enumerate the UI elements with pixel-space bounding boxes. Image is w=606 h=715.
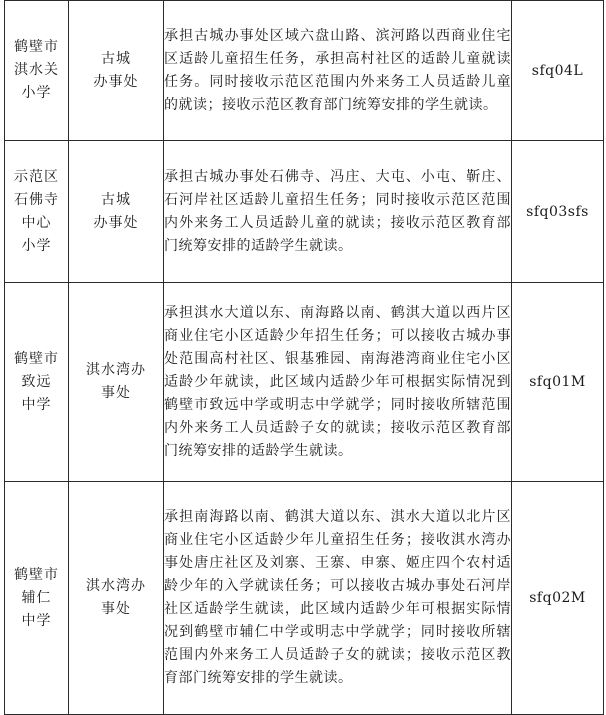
code-cell: sfq02M bbox=[512, 482, 604, 715]
school-name-line: 中心 bbox=[21, 214, 52, 231]
school-name-line: 示范区 bbox=[14, 168, 59, 185]
school-name-line: 辅仁 bbox=[21, 589, 52, 606]
enrollment-zone-table bbox=[4, 0, 604, 715]
code-cell: sfq04L bbox=[512, 1, 604, 141]
table-row bbox=[5, 141, 604, 283]
table-row bbox=[5, 283, 604, 482]
school-name-line: 小学 bbox=[21, 237, 52, 254]
description-cell: 承担古城办事处石佛寺、冯庄、大屯、小屯、靳庄、石河岸社区适龄儿童招生任务；同时接收示范区范围内外来务工人员适龄儿童的就读；接收示范区教育部门统筹安排的适龄学生就读。 bbox=[164, 141, 512, 283]
school-name-cell bbox=[5, 1, 69, 141]
office-cell bbox=[69, 1, 164, 141]
school-name-line: 鹤壁市 bbox=[14, 39, 59, 55]
description-cell: 承担淇水大道以东、南海路以南、鹤淇大道以西片区商业住宅小区适龄少年招生任务；可以接收古城办事处范围高村社区、银基雅园、南海港湾商业住宅小区适龄少年就读，此区域内适龄少年可根据实际情况到鹤壁市致远中学或明志中学就学；同时接收所辖范围内外来务工人员适龄子女的就读；接收示范区教育部门统筹安排的适龄学生就读。 bbox=[164, 283, 512, 482]
office-line: 办事处 bbox=[93, 73, 139, 90]
office-line: 事处 bbox=[101, 601, 131, 617]
office-cell bbox=[69, 482, 164, 715]
code-cell: sfq01M bbox=[512, 283, 604, 482]
office-line: 淇水湾办 bbox=[86, 362, 146, 378]
school-name-line: 中学 bbox=[21, 612, 52, 629]
office-cell bbox=[69, 141, 164, 283]
school-name-line: 小学 bbox=[21, 85, 52, 101]
description-cell: 承担古城办事处区域六盘山路、滨河路以西商业住宅区适龄儿童招生任务，承担高村社区的适龄儿童就读任务。同时接收示范区范围内外来务工人员适龄儿童的就读；接收示范区教育部门统筹安排的学生就读。 bbox=[164, 1, 512, 141]
school-name-line: 鹤壁市 bbox=[14, 350, 59, 367]
description-cell: 承担南海路以南、鹤淇大道以东、淇水大道以北片区商业住宅小区适龄少年儿童招生任务；接收淇水湾办事处唐庄社区及刘寨、王寨、申寨、姬庄四个农村适龄少年的入学就读任务；可以接收古城办事处石河岸社区适龄学生就读，此区域内适龄少年可根据实际情况到鹤壁市辅仁中学或明志中学就学；同时接收所辖范围内外来务工人员适龄子女的就读；接收示范区教育部门统筹安排的学生就读。 bbox=[164, 482, 512, 715]
office-line: 淇水湾办 bbox=[86, 578, 146, 594]
table-row bbox=[5, 482, 604, 715]
school-name-cell bbox=[5, 482, 69, 715]
office-line: 古城 bbox=[101, 50, 131, 67]
school-name-cell bbox=[5, 283, 69, 482]
school-name-line: 中学 bbox=[21, 396, 52, 413]
office-line: 事处 bbox=[101, 385, 131, 401]
office-line: 办事处 bbox=[93, 214, 139, 231]
school-name-line: 石佛寺 bbox=[14, 191, 59, 208]
office-cell bbox=[69, 283, 164, 482]
office-line: 古城 bbox=[101, 191, 131, 208]
code-cell: sfq03sfs bbox=[512, 141, 604, 283]
school-name-line: 鹤壁市 bbox=[14, 566, 59, 583]
school-name-line: 致远 bbox=[21, 373, 52, 390]
school-name-line: 淇水关 bbox=[14, 62, 59, 78]
table-row bbox=[5, 1, 604, 141]
school-name-cell bbox=[5, 141, 69, 283]
